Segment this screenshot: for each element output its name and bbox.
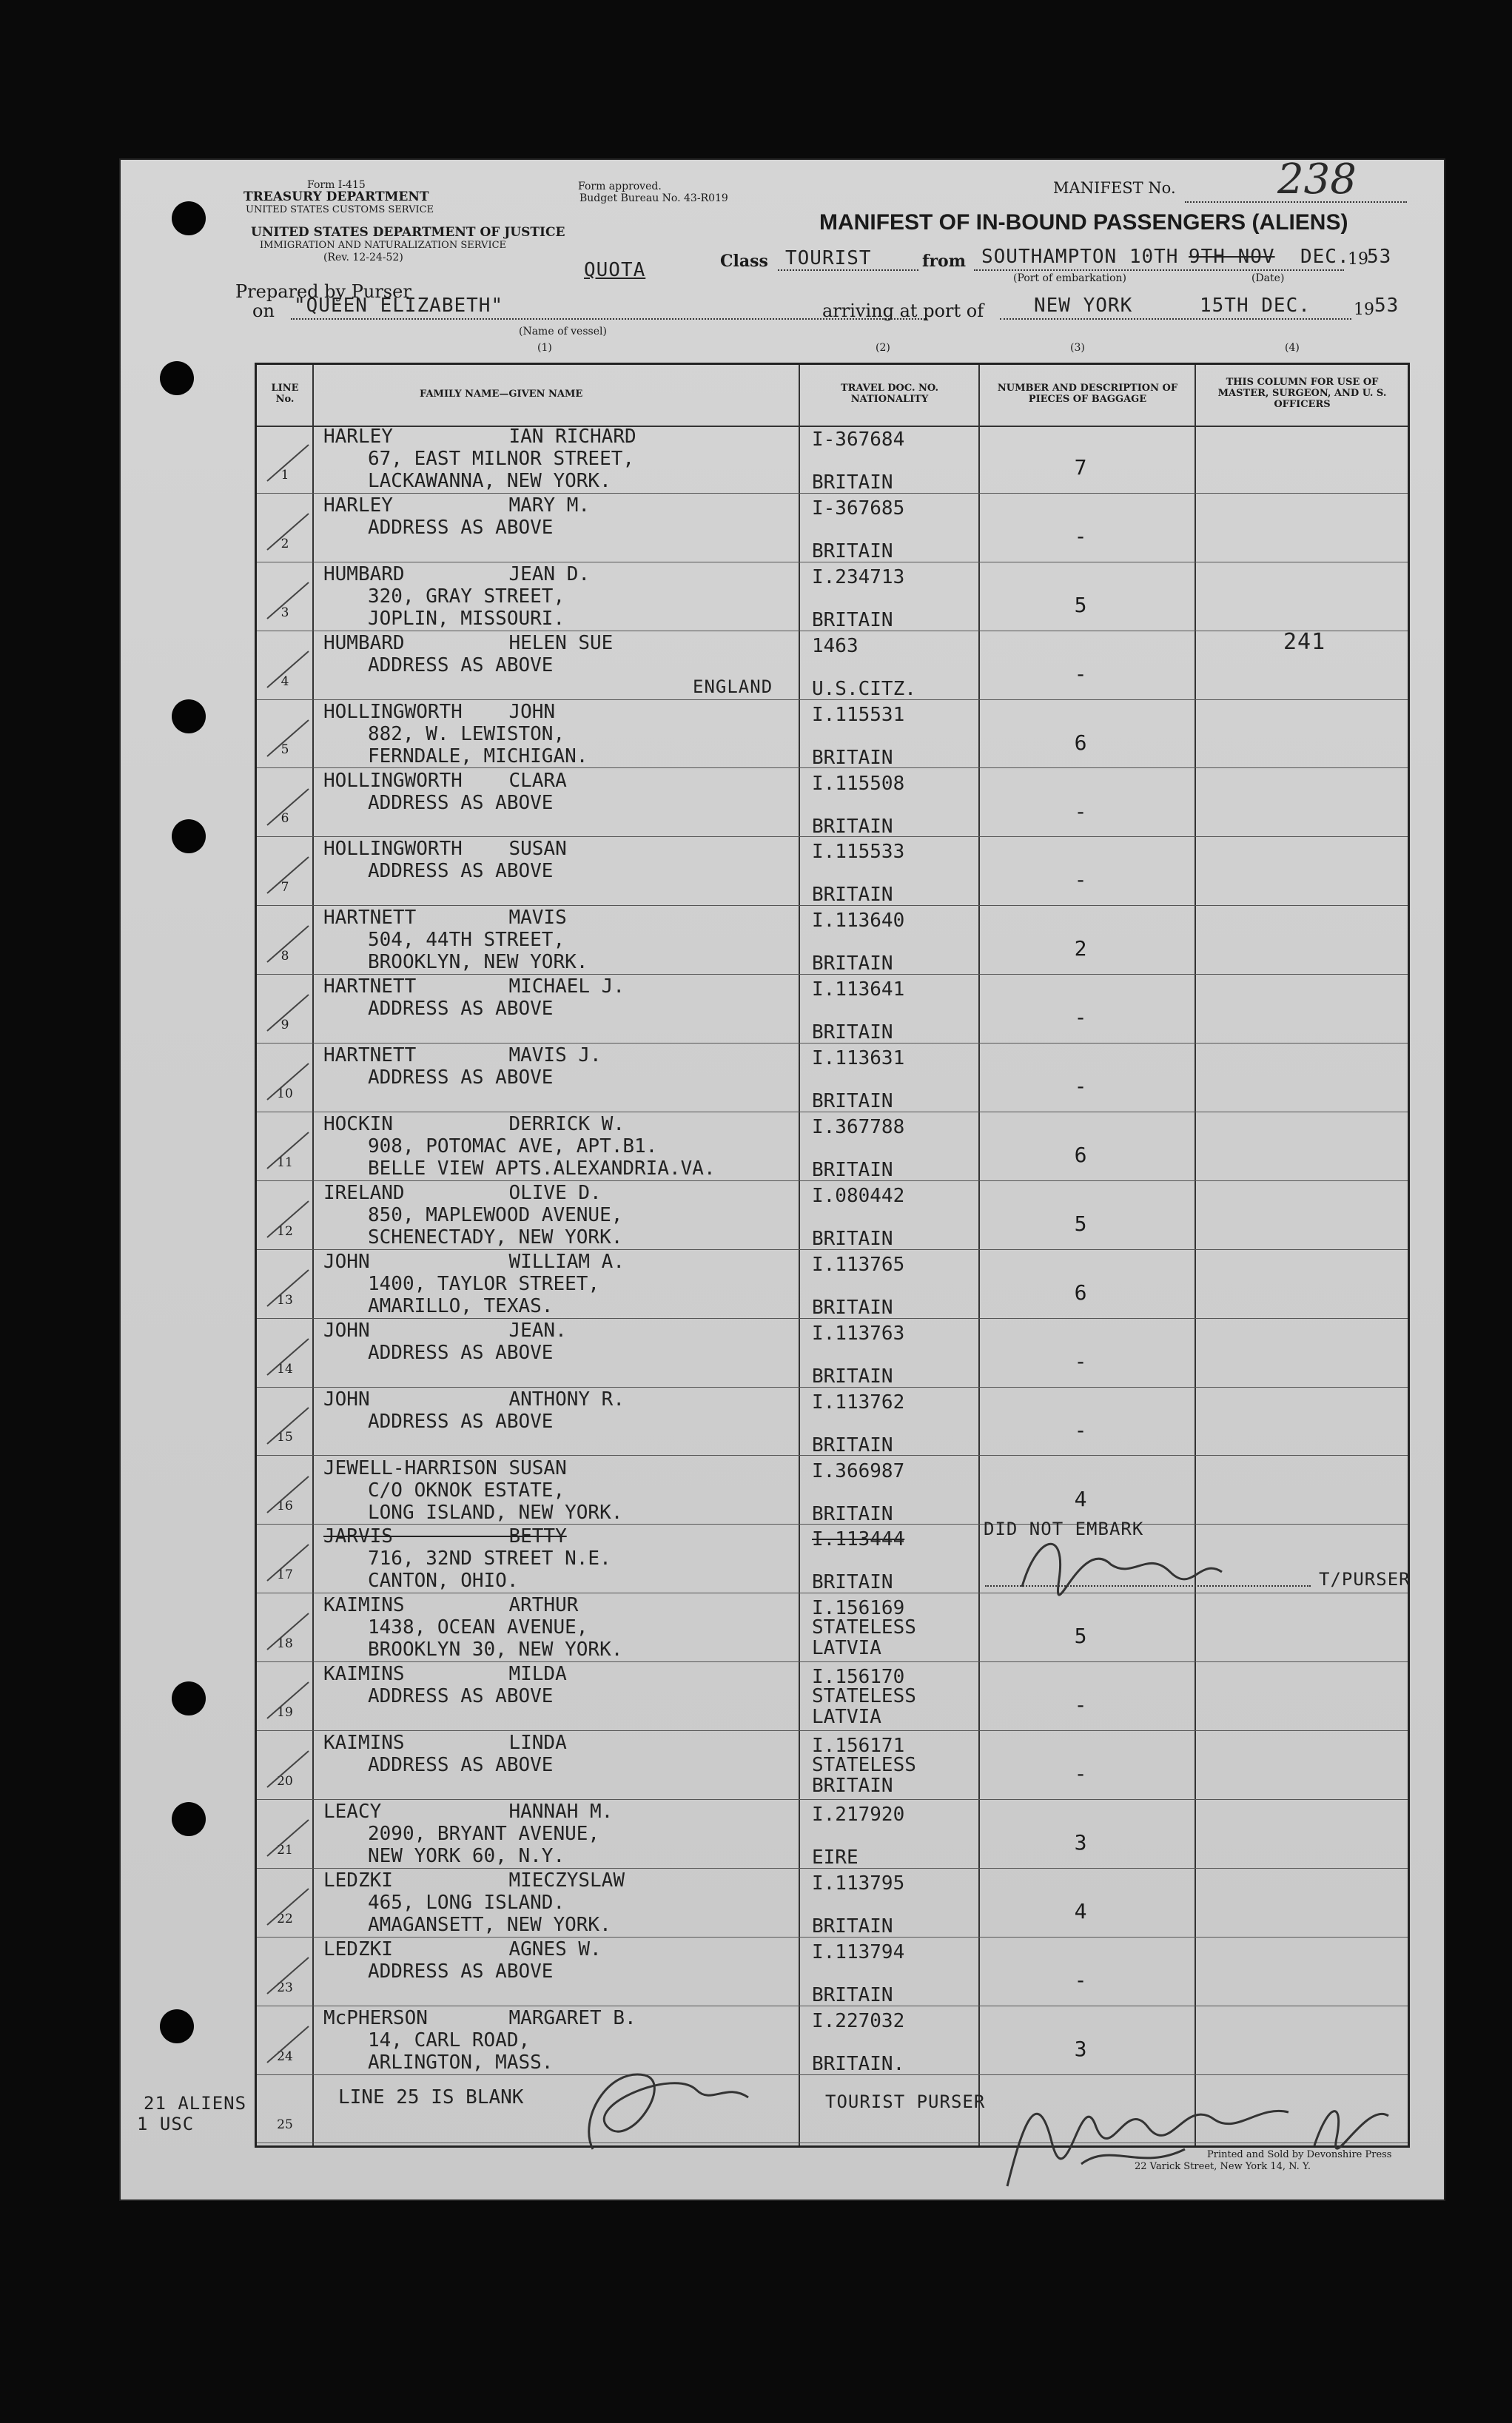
table-row	[257, 907, 1408, 975]
nationality: BRITAIN	[812, 608, 893, 631]
passenger-address: AMAGANSETT, NEW YORK.	[368, 1913, 611, 1936]
master-signature	[563, 2038, 756, 2164]
nationality: BRITAIN	[812, 1502, 893, 1525]
vessel-caption: (Name of vessel)	[519, 326, 607, 337]
passenger-address: ADDRESS AS ABOVE	[368, 1685, 554, 1708]
nationality: BRITAIN	[812, 746, 893, 769]
baggage-count: -	[1074, 523, 1087, 548]
baggage-count: 3	[1074, 1830, 1087, 1855]
check-mark	[264, 647, 316, 691]
row-line-number: 10	[277, 1086, 293, 1101]
table-row	[257, 563, 1408, 632]
nationality: BRITAIN	[812, 1915, 893, 1938]
nationality: STATELESS	[812, 1616, 916, 1639]
nationality: BRITAIN	[812, 1365, 893, 1388]
quota-label: QUOTA	[584, 259, 646, 281]
passenger-name: HUMBARD JEAN D.	[323, 562, 591, 585]
rev-date: (Rev. 12-24-52)	[323, 252, 403, 263]
punch-hole	[172, 1802, 206, 1836]
check-mark	[264, 509, 316, 554]
passenger-address: ADDRESS AS ABOVE	[368, 1960, 554, 1983]
col-num-3: (3)	[1070, 342, 1085, 354]
check-mark	[264, 784, 316, 829]
printer-line-2: 22 Varick Street, New York 14, N. Y.	[1135, 2161, 1311, 2172]
row-line-number: 14	[277, 1361, 293, 1377]
check-mark	[264, 578, 316, 622]
baggage-count: -	[1074, 1417, 1087, 1442]
manifest-no-label: MANIFEST No.	[1053, 179, 1176, 197]
check-mark	[264, 1815, 316, 1860]
passenger-name: KAIMINS ARTHUR	[323, 1594, 579, 1617]
nationality: BRITAIN	[812, 1021, 893, 1044]
passenger-name: HOCKIN DERRICK W.	[323, 1113, 625, 1135]
check-mark	[264, 1059, 316, 1103]
passenger-name: LEDZKI AGNES W.	[323, 1938, 602, 1960]
embark-struck: 9TH NOV	[1189, 246, 1275, 268]
travel-doc-number: I.113763	[812, 1322, 905, 1345]
col-num-1: (1)	[537, 342, 552, 354]
check-mark	[264, 1953, 316, 1997]
row-line-number: 9	[280, 1018, 289, 1033]
baggage-count: -	[1074, 1348, 1087, 1374]
check-mark	[264, 1266, 316, 1310]
passenger-address: ADDRESS AS ABOVE	[368, 1410, 554, 1433]
check-mark	[264, 1747, 316, 1791]
table-row	[257, 1457, 1408, 1526]
check-mark	[264, 990, 316, 1035]
passenger-name: LEDZKI MIECZYSLAW	[323, 1869, 625, 1892]
table-row	[257, 770, 1408, 839]
travel-doc-number: I.113794	[812, 1940, 905, 1963]
table-row	[257, 426, 1408, 494]
baggage-count: 6	[1074, 1143, 1087, 1167]
date-caption: (Date)	[1251, 272, 1285, 284]
baggage-count: -	[1074, 1074, 1087, 1099]
check-mark	[264, 1884, 316, 1929]
table-row	[257, 701, 1408, 770]
row-line-number: 19	[277, 1705, 293, 1721]
baggage-count: 5	[1074, 592, 1087, 617]
check-mark	[264, 853, 316, 897]
officer-number: 241	[1283, 629, 1326, 655]
travel-doc-number: I.115508	[812, 772, 905, 795]
travel-doc-number: I.366987	[812, 1459, 905, 1482]
passenger-address: ARLINGTON, MASS.	[368, 2051, 554, 2074]
row-line-number: 23	[277, 1980, 293, 1995]
from-label: from	[922, 252, 967, 271]
t-purser: T/PURSER	[1319, 1569, 1411, 1590]
table-row	[257, 1182, 1408, 1251]
travel-doc-number: 1463	[812, 634, 859, 657]
punch-hole	[160, 2009, 194, 2043]
year-prefix-1: 19	[1348, 250, 1368, 269]
table-row	[257, 1869, 1408, 1938]
passenger-name: LINE 25 IS BLANK	[338, 2086, 524, 2108]
punch-hole	[160, 361, 194, 395]
baggage-count: 4	[1074, 1898, 1087, 1923]
aliens-count: 21 ALIENS	[144, 2093, 247, 2114]
passenger-address: 320, GRAY STREET,	[368, 585, 565, 608]
passenger-name: HARLEY IAN RICHARD	[323, 426, 636, 448]
baggage-count: -	[1074, 1761, 1087, 1787]
baggage-count: -	[1074, 867, 1087, 893]
baggage-count: 5	[1074, 1624, 1087, 1649]
passenger-address: CANTON, OHIO.	[368, 1570, 519, 1593]
row-line-number: 21	[277, 1842, 293, 1858]
punch-hole	[172, 819, 206, 853]
check-mark	[264, 1197, 316, 1241]
travel-doc-number: I.113795	[812, 1872, 905, 1895]
check-mark	[264, 1609, 316, 1653]
passenger-address: 504, 44TH STREET,	[368, 929, 565, 952]
nationality: BRITAIN.	[812, 2052, 905, 2075]
did-not-embark: DID NOT EMBARK	[984, 1519, 1144, 1539]
passenger-name: HARTNETT MAVIS	[323, 907, 567, 930]
travel-doc-number: I.113765	[812, 1253, 905, 1276]
baggage-count: -	[1074, 1693, 1087, 1718]
punch-hole	[172, 699, 206, 733]
check-mark	[264, 440, 316, 485]
baggage-count: 5	[1074, 1211, 1087, 1236]
nationality: BRITAIN	[812, 1159, 893, 1181]
nationality: BRITAIN	[812, 1296, 893, 1319]
passenger-address: LACKAWANNA, NEW YORK.	[368, 470, 611, 492]
row-divider	[257, 1799, 1408, 1800]
nationality: BRITAIN	[812, 884, 893, 907]
vessel-name: "QUEEN ELIZABETH"	[294, 295, 504, 317]
passenger-address: 850, MAPLEWOOD AVENUE,	[368, 1203, 623, 1226]
on-label: on	[252, 300, 275, 321]
purser-signature	[1007, 1520, 1229, 1609]
table-row	[257, 1388, 1408, 1457]
nationality: BRITAIN	[812, 1571, 893, 1594]
tourist-purser: TOURIST PURSER	[825, 2091, 986, 2112]
passenger-address: JOPLIN, MISSOURI.	[368, 607, 565, 630]
nationality: BRITAIN	[812, 952, 893, 975]
manifest-title: MANIFEST OF IN-BOUND PASSENGERS (ALIENS)	[819, 210, 1348, 235]
passenger-address: BROOKLYN, NEW YORK.	[368, 951, 588, 974]
embark-port: SOUTHAMPTON 10TH	[981, 246, 1179, 268]
treasury-dept: TREASURY DEPARTMENT	[243, 189, 429, 204]
row-line-number: 6	[280, 811, 289, 827]
table-row	[257, 1801, 1408, 1869]
nationality-secondary: BRITAIN	[812, 1775, 893, 1798]
arriving-label: arriving at port of	[822, 300, 984, 321]
row-line-number: 16	[277, 1499, 293, 1514]
nationality: STATELESS	[812, 1685, 916, 1708]
nationality: STATELESS	[812, 1754, 916, 1777]
prepared-by: Prepared by Purser	[235, 281, 411, 302]
passenger-name: HARTNETT MAVIS J.	[323, 1044, 602, 1067]
row-line-number: 12	[277, 1223, 293, 1239]
row-line-number: 3	[280, 605, 289, 620]
check-mark	[264, 1540, 316, 1584]
travel-doc-number: I.115531	[812, 703, 905, 726]
baggage-count: -	[1074, 1005, 1087, 1030]
passenger-name: JARVIS BETTY	[323, 1525, 567, 1548]
table-row	[257, 1044, 1408, 1113]
passenger-name: LEACY HANNAH M.	[323, 1801, 614, 1823]
passenger-address: BELLE VIEW APTS.ALEXANDRIA.VA.	[368, 1157, 716, 1180]
passenger-address: ADDRESS AS ABOVE	[368, 791, 554, 814]
manifest-no-line	[1185, 201, 1407, 203]
row-line-number: 22	[277, 1911, 293, 1926]
from-line	[974, 269, 1344, 271]
check-mark	[264, 2022, 316, 2066]
arrival-date: 15TH DEC.	[1200, 295, 1311, 317]
table-row	[257, 632, 1408, 701]
embark-month: DEC.	[1300, 246, 1350, 268]
passenger-address: 716, 32ND STREET N.E.	[368, 1547, 611, 1570]
passenger-address: 14, CARL ROAD,	[368, 2029, 531, 2051]
passenger-address: FERNDALE, MICHIGAN.	[368, 745, 588, 767]
col-num-4: (4)	[1285, 342, 1300, 354]
header-line-no: LINE No.	[271, 383, 299, 405]
travel-doc-number: I-367684	[812, 429, 905, 451]
passenger-address: C/O OKNOK ESTATE,	[368, 1479, 565, 1502]
passenger-name: HOLLINGWORTH SUSAN	[323, 838, 567, 861]
arrival-line	[1000, 318, 1351, 320]
travel-doc-number: I.080442	[812, 1184, 905, 1207]
check-mark	[264, 1678, 316, 1722]
passenger-name: HUMBARD HELEN SUE	[323, 631, 614, 654]
passenger-address: 882, W. LEWISTON,	[368, 722, 565, 745]
row-line-number: 25	[277, 2117, 293, 2133]
header-name: FAMILY NAME—GIVEN NAME	[420, 389, 583, 400]
passenger-address: 465, LONG ISLAND.	[368, 1891, 565, 1914]
justice-dept: UNITED STATES DEPARTMENT OF JUSTICE	[251, 225, 565, 240]
nationality: BRITAIN	[812, 471, 893, 494]
passenger-address: BROOKLYN 30, NEW YORK.	[368, 1639, 623, 1661]
class-label: Class	[720, 252, 768, 271]
nationality: BRITAIN	[812, 540, 893, 562]
row-line-number: 5	[280, 742, 289, 758]
header-officers: THIS COLUMN FOR USE OF MASTER, SURGEON, AND U. S. OFFICERS	[1217, 377, 1387, 410]
check-mark	[264, 1472, 316, 1516]
travel-doc-number: I.227032	[812, 2009, 905, 2032]
form-approved: Form approved.	[578, 181, 662, 192]
nationality: BRITAIN	[812, 1983, 893, 2006]
arrival-port: NEW YORK	[1034, 295, 1133, 317]
passenger-name: JOHN ANTHONY R.	[323, 1388, 625, 1411]
customs-service: UNITED STATES CUSTOMS SERVICE	[246, 204, 434, 215]
baggage-count: 4	[1074, 1486, 1087, 1511]
passenger-address: ADDRESS AS ABOVE	[368, 516, 554, 539]
passenger-name: JOHN WILLIAM A.	[323, 1250, 625, 1273]
passenger-name: HARLEY MARY M.	[323, 494, 591, 517]
travel-doc-number: I.113631	[812, 1047, 905, 1070]
manifest-page	[119, 155, 1445, 2201]
row-divider	[257, 1730, 1408, 1731]
officer-signature	[992, 2053, 1303, 2201]
form-number: Form I-415	[307, 179, 366, 191]
travel-doc-number: I.367788	[812, 1116, 905, 1138]
passenger-name: JOHN JEAN.	[323, 1319, 567, 1342]
passenger-address: LONG ISLAND, NEW YORK.	[368, 1501, 623, 1524]
passenger-address: 1438, OCEAN AVENUE,	[368, 1616, 588, 1639]
nationality: BRITAIN	[812, 815, 893, 838]
travel-doc-number: I.115533	[812, 841, 905, 864]
year-2: 53	[1374, 295, 1400, 317]
col-num-2: (2)	[876, 342, 890, 354]
travel-doc-number: I-367685	[812, 497, 905, 520]
passenger-name: KAIMINS MILDA	[323, 1663, 567, 1686]
check-mark	[264, 1403, 316, 1448]
check-mark	[264, 1334, 316, 1379]
passenger-name: KAIMINS LINDA	[323, 1732, 567, 1755]
row-line-number: 8	[280, 949, 289, 964]
header-travel-doc: TRAVEL DOC. NO. NATIONALITY	[840, 383, 939, 405]
travel-doc-number: I.217920	[812, 1804, 905, 1826]
row-line-number: 13	[277, 1292, 293, 1308]
printer-line-1: Printed and Sold by Devonshire Press	[1207, 2149, 1392, 2160]
passenger-address: NEW YORK 60, N.Y.	[368, 1845, 565, 1867]
nationality-secondary: LATVIA	[812, 1637, 881, 1660]
passenger-address: 1400, TAYLOR STREET,	[368, 1272, 600, 1295]
passenger-address: ADDRESS AS ABOVE	[368, 998, 554, 1021]
england-note: ENGLAND	[693, 676, 773, 697]
row-line-number: 24	[277, 2049, 293, 2064]
nationality: U.S.CITZ.	[812, 677, 916, 700]
port-embark-caption: (Port of embarkation)	[1013, 272, 1126, 284]
nationality-secondary: LATVIA	[812, 1706, 881, 1729]
baggage-count: 3	[1074, 2036, 1087, 2061]
class-line	[778, 269, 918, 271]
table-row	[257, 1113, 1408, 1182]
row-line-number: 17	[277, 1567, 293, 1583]
baggage-count: -	[1074, 799, 1087, 824]
passenger-address: ADDRESS AS ABOVE	[368, 1341, 554, 1364]
baggage-count: 7	[1074, 455, 1087, 480]
nationality: BRITAIN	[812, 1434, 893, 1456]
table-row	[257, 1594, 1408, 1663]
row-line-number: 18	[277, 1636, 293, 1652]
travel-doc-number: I.113762	[812, 1391, 905, 1414]
row-divider	[257, 1661, 1408, 1662]
table-row	[257, 1320, 1408, 1388]
manifest-number: 238	[1277, 155, 1357, 204]
check-mark	[264, 1128, 316, 1172]
travel-doc-number: I.234713	[812, 565, 905, 588]
row-line-number: 15	[277, 1430, 293, 1445]
passenger-name: McPHERSON MARGARET B.	[323, 2006, 636, 2029]
check-mark	[264, 921, 316, 966]
passenger-address: ADDRESS AS ABOVE	[368, 653, 554, 676]
baggage-count: -	[1074, 1967, 1087, 1992]
passenger-address: 67, EAST MILNOR STREET,	[368, 448, 635, 470]
nationality: EIRE	[812, 1846, 859, 1869]
table-row	[257, 1251, 1408, 1320]
baggage-count: 6	[1074, 730, 1087, 755]
travel-doc-number: I.113641	[812, 978, 905, 1001]
row-line-number: 2	[280, 536, 289, 551]
baggage-count: 2	[1074, 936, 1087, 961]
passenger-address: 908, POTOMAC AVE, APT.B1.	[368, 1135, 658, 1157]
travel-doc-number: I.156171	[812, 1735, 905, 1758]
check-mark	[264, 716, 316, 760]
baggage-count: -	[1074, 661, 1087, 686]
row-line-number: 1	[280, 467, 289, 483]
table-row	[257, 975, 1408, 1044]
row-line-number: 20	[277, 1773, 293, 1789]
travel-doc-number: I.113444	[812, 1528, 905, 1551]
table-row	[257, 1938, 1408, 2007]
passenger-name: JEWELL-HARRISON SUSAN	[323, 1456, 567, 1479]
nationality: BRITAIN	[812, 1090, 893, 1113]
year-prefix-2: 19	[1354, 300, 1374, 319]
punch-hole	[172, 201, 206, 235]
passenger-address: ADDRESS AS ABOVE	[368, 860, 554, 883]
usc-count: 1 USC	[137, 2114, 195, 2134]
passenger-address: AMARILLO, TEXAS.	[368, 1294, 554, 1317]
travel-doc-number: I.156169	[812, 1597, 905, 1620]
table-row	[257, 1663, 1408, 1732]
passenger-name: HOLLINGWORTH JOHN	[323, 700, 556, 723]
class-value: TOURIST	[785, 247, 872, 269]
passenger-address: ADDRESS AS ABOVE	[368, 1066, 554, 1089]
passenger-name: IRELAND OLIVE D.	[323, 1181, 602, 1204]
table-row	[257, 494, 1408, 563]
travel-doc-number: I.156170	[812, 1666, 905, 1689]
nationality: BRITAIN	[812, 1227, 893, 1250]
header-baggage: NUMBER AND DESCRIPTION OF PIECES OF BAGGAGE	[997, 383, 1178, 405]
row-line-number: 4	[280, 673, 289, 689]
table-row	[257, 838, 1408, 907]
travel-doc-number: I.113640	[812, 910, 905, 932]
initials-mark	[1307, 2086, 1396, 2153]
passenger-name: HOLLINGWORTH CLARA	[323, 769, 567, 792]
budget-bureau: Budget Bureau No. 43-R019	[579, 192, 728, 204]
passenger-table	[255, 363, 1410, 2148]
table-row	[257, 1525, 1408, 1594]
passenger-address: ADDRESS AS ABOVE	[368, 1754, 554, 1777]
row-line-number: 11	[277, 1155, 293, 1170]
ins-label: IMMIGRATION AND NATURALIZATION SERVICE	[260, 240, 507, 251]
table-row	[257, 1732, 1408, 1801]
row-line-number: 7	[280, 880, 289, 895]
baggage-count: 6	[1074, 1280, 1087, 1305]
punch-hole	[172, 1681, 206, 1715]
passenger-name: HARTNETT MICHAEL J.	[323, 975, 625, 998]
passenger-address: 2090, BRYANT AVENUE,	[368, 1823, 600, 1845]
passenger-address: SCHENECTADY, NEW YORK.	[368, 1226, 623, 1249]
year-1: 53	[1367, 246, 1392, 268]
